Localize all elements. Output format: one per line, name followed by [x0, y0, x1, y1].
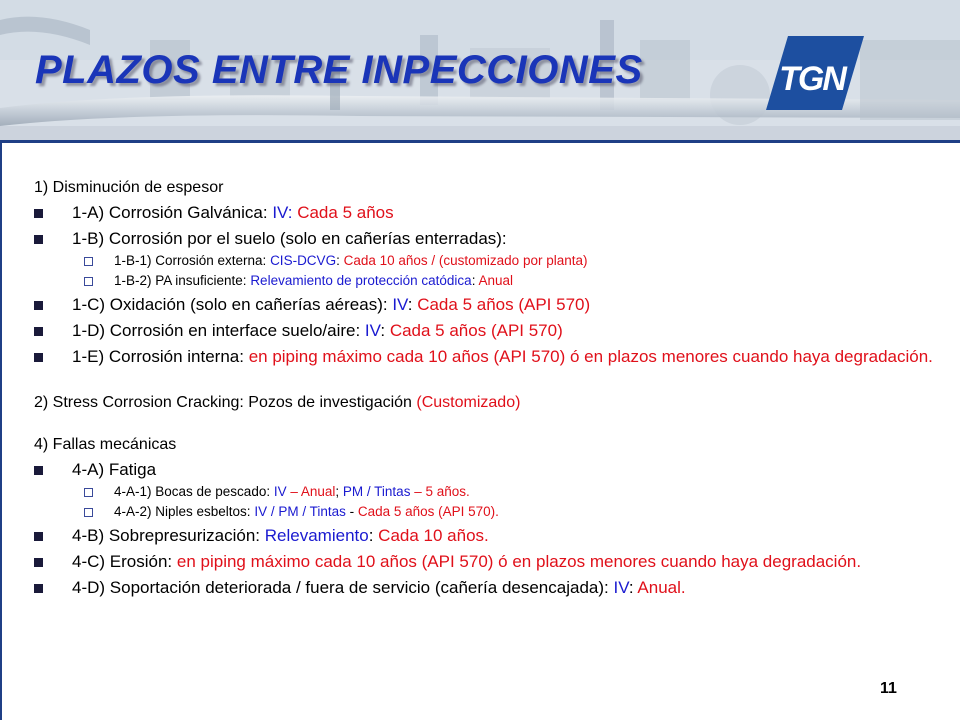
item-1c: 1-C) Oxidación (solo en cañerías aéreas): IV: Cada 5 años (API 570): [34, 294, 934, 316]
header-banner: [0, 0, 960, 140]
square-bullet-icon: [34, 466, 43, 475]
item-1d: 1-D) Corrosión en interface suelo/aire: IV: Cada 5 años (API 570): [34, 320, 934, 342]
square-bullet-icon: [34, 558, 43, 567]
item-4a1: 4-A-1) Bocas de pescado: IV – Anual; PM / Tintas – 5 años.: [34, 483, 934, 501]
hollow-square-bullet-icon: [84, 488, 93, 497]
square-bullet-icon: [34, 353, 43, 362]
item-4b: 4-B) Sobrepresurización: Relevamiento: Cada 10 años.: [34, 525, 934, 547]
header-divider: [0, 140, 960, 143]
item-4a2: 4-A-2) Niples esbeltos: IV / PM / Tintas - Cada 5 años (API 570).: [34, 503, 934, 521]
tgn-logo: [766, 36, 864, 110]
item-1b2: 1-B-2) PA insuficiente: Relevamiento de protección catódica: Anual: [34, 272, 934, 290]
square-bullet-icon: [34, 327, 43, 336]
section-2-heading: 2) Stress Corrosion Cracking: Pozos de investigación (Customizado): [34, 394, 521, 411]
slide-content: [34, 178, 934, 599]
item-4c: 4-C) Erosión: en piping máximo cada 10 años (API 570) ó en plazos menores cuando haya degradación.: [34, 551, 934, 573]
item-1b1: 1-B-1) Corrosión externa: CIS-DCVG: Cada 10 años / (customizado por planta): [34, 252, 934, 270]
item-4a: 4-A) Fatiga: [34, 459, 934, 481]
square-bullet-icon: [34, 235, 43, 244]
square-bullet-icon: [34, 301, 43, 310]
page-number: 11: [880, 680, 897, 697]
hollow-square-bullet-icon: [84, 257, 93, 266]
slide-title: PLAZOS ENTRE INPECCIONES: [35, 48, 643, 92]
square-bullet-icon: [34, 209, 43, 218]
item-1e: 1-E) Corrosión interna: en piping máximo cada 10 años (API 570) ó en plazos menores cuando haya degradación.: [34, 346, 934, 368]
item-4d: 4-D) Soportación deteriorada / fuera de servicio (cañería desencajada): IV: Anual.: [34, 577, 934, 599]
tgn-logo-icon: [766, 36, 864, 110]
square-bullet-icon: [34, 532, 43, 541]
left-border: [0, 143, 2, 720]
item-1b: 1-B) Corrosión por el suelo (solo en cañerías enterradas):: [34, 228, 934, 250]
section-1-heading: 1) Disminución de espesor: [34, 179, 224, 196]
logo-text: TGN: [779, 60, 845, 98]
section-4-heading: 4) Fallas mecánicas: [34, 436, 177, 453]
hollow-square-bullet-icon: [84, 508, 93, 517]
square-bullet-icon: [34, 584, 43, 593]
hollow-square-bullet-icon: [84, 277, 93, 286]
item-1a: 1-A) Corrosión Galvánica: IV: Cada 5 años: [34, 202, 934, 224]
